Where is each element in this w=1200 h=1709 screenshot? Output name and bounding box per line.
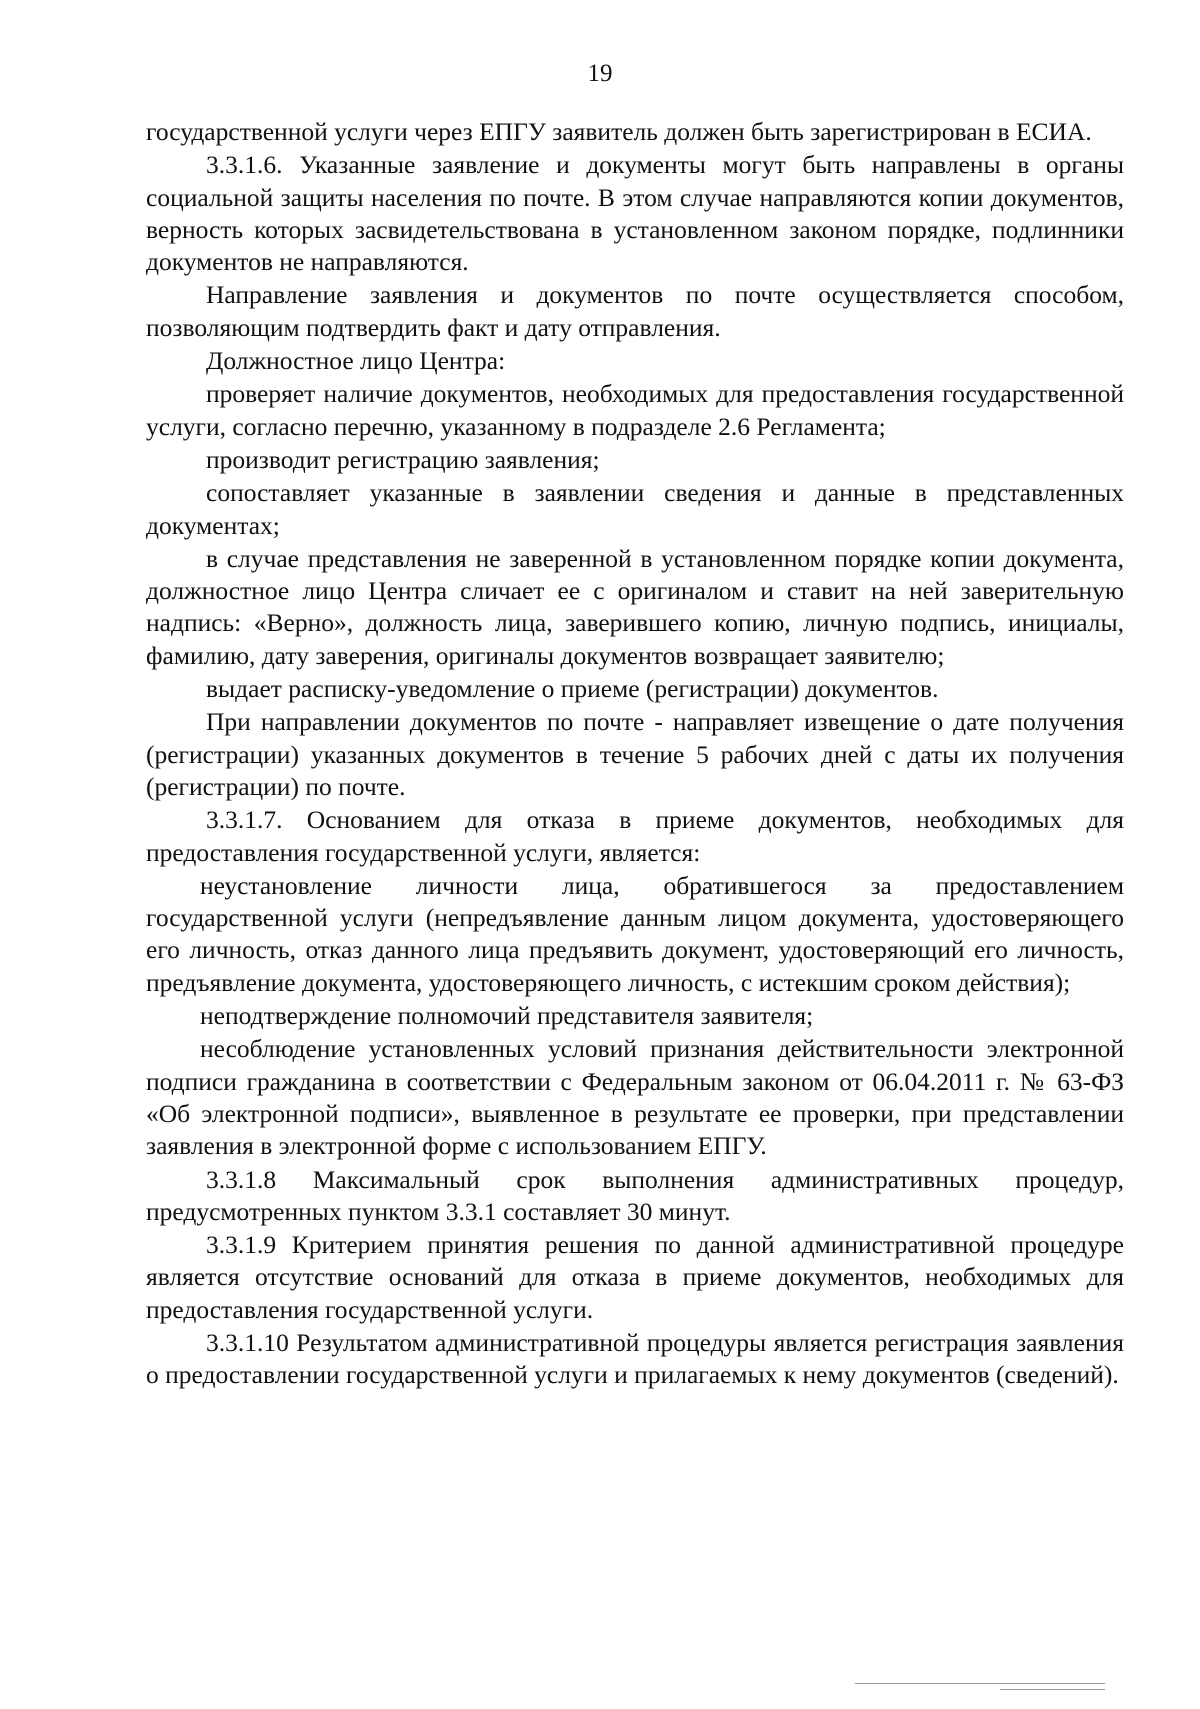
paragraph-3-3-1-7: 3.3.1.7. Основанием для отказа в приеме документов, необходимых для предоставления государственной услуги, является: [146, 805, 1124, 867]
paragraph-signature-invalid: несоблюдение установленных условий признания действительности электронной подписи гражданина в соответствии с Федеральным законом от 06.04.2011 г. № 63-ФЗ «Об электронной подписи», выявленное в результате ее проверки, при представлении заявления в электронной форме с использованием ЕПГУ. [146, 1034, 1124, 1161]
paragraph-certifies-copy: в случае представления не заверенной в установленном порядке копии документа, должностное лицо Центра сличает ее с оригиналом и ставит на ней заверительную надпись: «Верно», должность лица, заверившего копию, личную подпись, инициалы, фамилию, дату заверения, оригиналы документов возвращает заявителю; [146, 543, 1124, 670]
paragraph-issues-receipt: выдает расписку-уведомление о приеме (регистрации) документов. [206, 674, 939, 704]
scan-edge-line-secondary [1000, 1689, 1105, 1690]
page-number: 19 [587, 60, 613, 87]
paragraph-official-center: Должностное лицо Центра: [206, 346, 506, 376]
paragraph-checks-documents: проверяет наличие документов, необходимых для предоставления государственной услуги, согласно перечню, указанному в подразделе 2.6 Регламента; [146, 379, 1124, 441]
paragraph-mail-sending: Направление заявления и документов по почте осуществляется способом, позволяющим подтвердить факт и дату отправления. [146, 280, 1124, 342]
paragraph-3-3-1-8: 3.3.1.8 Максимальный срок выполнения административных процедур, предусмотренных пунктом 3.3.1 составляет 30 минут. [146, 1164, 1124, 1226]
paragraph-3-3-1-10: 3.3.1.10 Результатом административной процедуры является регистрация заявления о предоставлении государственной услуги и прилагаемых к нему документов (сведений). [146, 1327, 1124, 1390]
paragraph-3-3-1-9: 3.3.1.9 Критерием принятия решения по данной административной процедуре является отсутствие оснований для отказа в приеме документов, необходимых для предоставления государственной услуги. [146, 1230, 1124, 1324]
paragraph-esia-registration: государственной услуги через ЕПГУ заявитель должен быть зарегистрирован в ЕСИА. [146, 117, 1092, 146]
paragraph-registers-application: производит регистрацию заявления; [206, 444, 600, 474]
paragraph-identity-not-established: неустановление личности лица, обратившегося за предоставлением государственной услуги (непредъявление данным лицом документа, удостоверяющего его личность, отказ данного лица предъявить документ, удостоверяющий его личность, предъявление документа, удостоверяющего личность, с истекшим сроком действия); [146, 870, 1124, 997]
paragraph-3-3-1-6: 3.3.1.6. Указанные заявление и документы могут быть направлены в органы социальной защиты населения по почте. В этом случае направляются копии документов, верность которых засвидетельствована в установленном законом порядке, подлинники документов не направляются. [146, 150, 1124, 277]
paragraph-compares-data: сопоставляет указанные в заявлении сведения и данные в представленных документах; [146, 478, 1124, 540]
paragraph-mail-notification: При направлении документов по почте - направляет извещение о дате получения (регистрации) указанных документов в течение 5 рабочих дней с даты их получения (регистрации) по почте. [146, 707, 1124, 801]
scan-edge-line [855, 1683, 1105, 1684]
document-body [146, 116, 1124, 1393]
paragraph-authority-not-confirmed: неподтверждение полномочий представителя заявителя; [200, 1001, 814, 1031]
